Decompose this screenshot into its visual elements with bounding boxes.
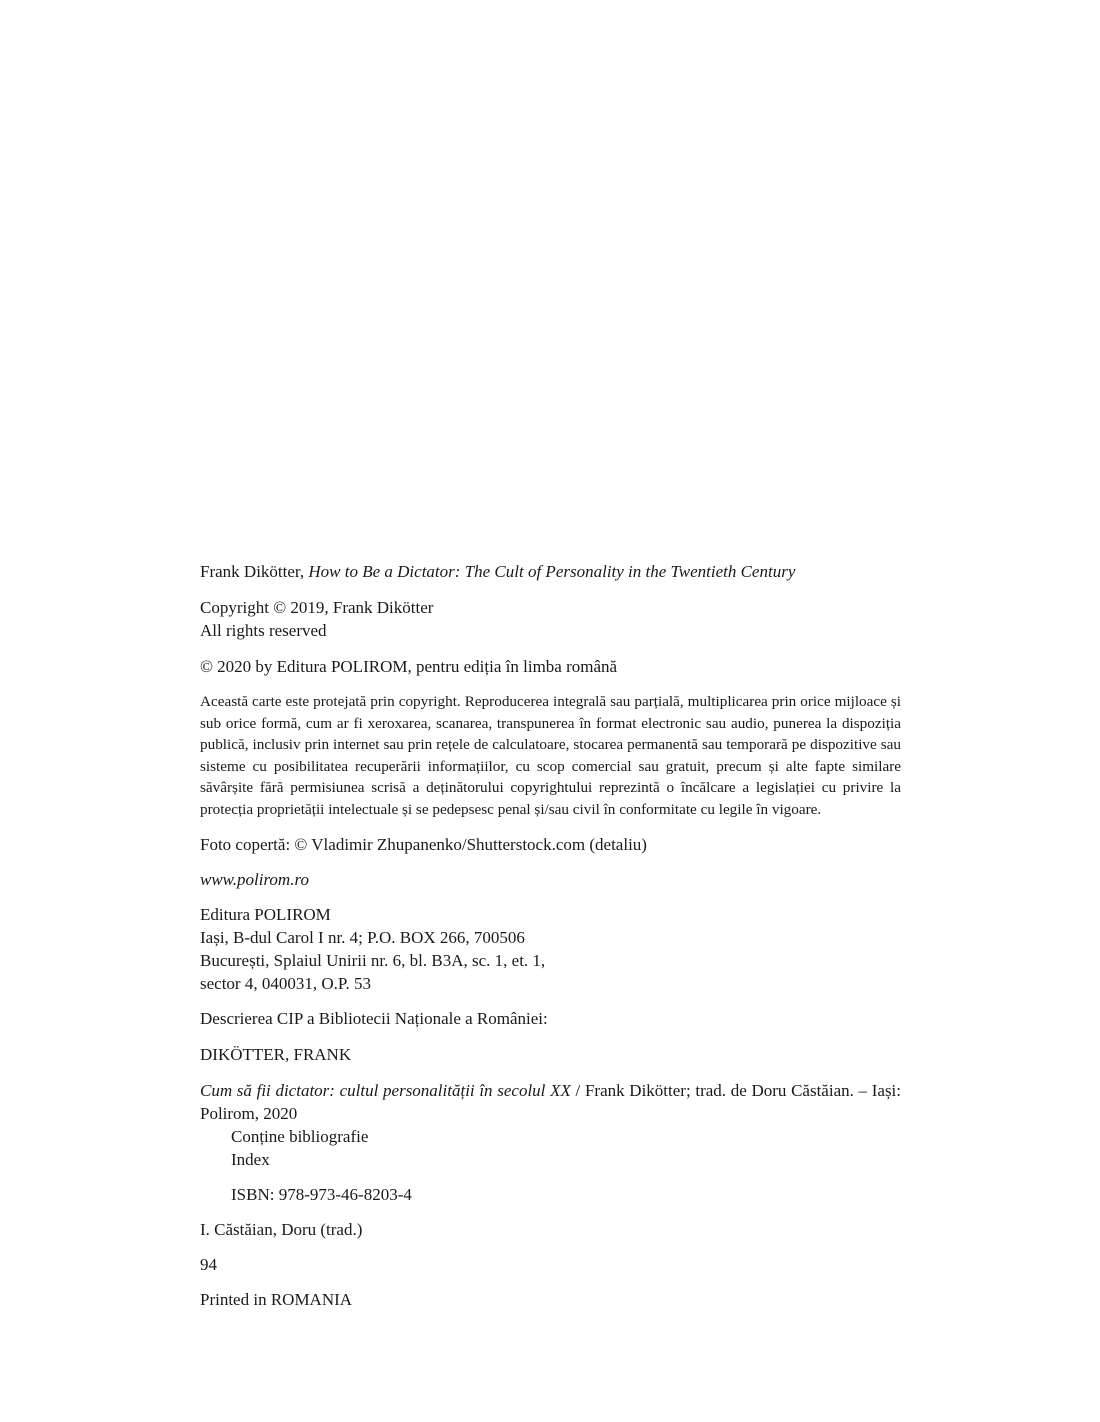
original-title-line: Frank Dikötter, How to Be a Dictator: The Cult of Personality in the Twentieth Century <box>200 562 796 581</box>
original-author: Frank Dikötter <box>200 562 300 581</box>
publisher-address-iasi: Iași, B-dul Carol I nr. 4; P.O. BOX 266, 700506 <box>200 928 525 947</box>
cip-title-rest: / Frank Dikötter; trad. de Doru Căstăian. – Iași: Polirom, 2020 <box>200 1081 902 1123</box>
isbn: ISBN: 978-973-46-8203-4 <box>231 1185 412 1204</box>
publisher-name: Editura POLIROM <box>200 905 331 924</box>
cip-note-bibliography: Conține bibliografie <box>231 1127 369 1146</box>
original-title: How to Be a Dictator: The Cult of Personality in the Twentieth Century <box>308 562 796 581</box>
cip-title-italic: Cum să fii dictator: cultul personalității în secolul XX <box>200 1081 571 1100</box>
cip-note-index: Index <box>231 1150 270 1169</box>
printed-in: Printed in ROMANIA <box>200 1290 353 1309</box>
publisher-address-sector: sector 4, 040031, O.P. 53 <box>200 974 371 993</box>
original-copyright: Copyright © 2019, Frank Dikötter <box>200 598 434 617</box>
publisher-website: www.polirom.ro <box>200 870 309 889</box>
cip-classification: 94 <box>200 1255 217 1274</box>
cover-photo-credit: Foto copertă: © Vladimir Zhupanenko/Shutterstock.com (detaliu) <box>200 835 647 854</box>
cip-translator: I. Căstăian, Doru (trad.) <box>200 1220 363 1239</box>
legal-notice: Această carte este protejată prin copyright. Reproducerea integrală sau parțială, multiplicarea prin orice mijloace și sub orice formă, cum ar fi xeroxarea, scanarea, transpunerea în format electronic sau audio, punerea la dispoziția publică, inclusiv prin internet sau prin rețele de calculatoare, stocarea permanentă sau temporară pe dispozitive sau sisteme cu posibilitatea recuperării informațiilor, cu scop comercial sau gratuit, precum și alte fapte similare săvârșite fără permisiunea scrisă a deținătorului copyrightului reprezintă o încălcare a legislației cu privire la protecția proprietății intelectuale și se pedepsesc penal și/sau civil în conformitate cu legile în vigoare. <box>200 693 901 818</box>
rights-reserved: All rights reserved <box>200 621 327 640</box>
cip-author-entry: DIKÖTTER, FRANK <box>200 1045 352 1064</box>
cip-heading: Descrierea CIP a Bibliotecii Naționale a României: <box>200 1009 548 1028</box>
publisher-address-bucuresti: București, Splaiul Unirii nr. 6, bl. B3A, sc. 1, et. 1, <box>200 951 546 970</box>
cip-title-entry <box>200 1079 901 1125</box>
copyright-page <box>200 560 901 1311</box>
edition-copyright: © 2020 by Editura POLIROM, pentru ediția în limba română <box>200 657 618 676</box>
